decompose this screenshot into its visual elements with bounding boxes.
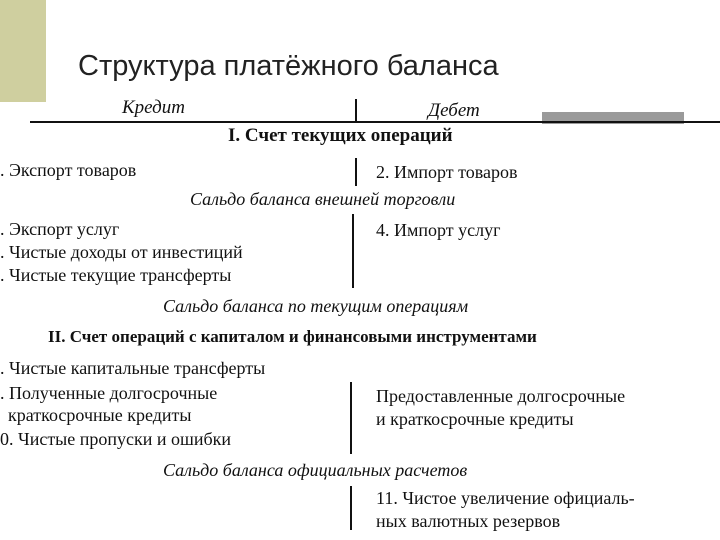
current-transfers: . Чистые текущие трансферты <box>0 265 232 285</box>
section2-heading: II. Счет операций с капиталом и финансовыми инструментами <box>48 327 537 346</box>
long-term-provided: Предоставленные долгосрочные <box>376 386 626 406</box>
sidebar-accent-bar <box>0 0 46 102</box>
column-divider-4 <box>350 486 352 530</box>
reserves-increase-line1: 11. Чистое увеличение официаль- <box>376 488 635 508</box>
reserves-increase-line2: ных валютных резервов <box>376 511 561 531</box>
current-account-balance: Сальдо баланса по текущим операциям <box>163 296 469 316</box>
export-goods: . Экспорт товаров <box>0 160 137 180</box>
import-goods: 2. Импорт товаров <box>376 162 518 182</box>
import-services: 4. Импорт услуг <box>376 220 501 240</box>
export-services: . Экспорт услуг <box>0 219 120 239</box>
capital-transfers: . Чистые капитальные трансферты <box>0 358 266 378</box>
errors-omissions: 0. Чистые пропуски и ошибки <box>0 429 232 449</box>
slide-title: Структура платёжного баланса <box>78 50 499 82</box>
column-divider-header <box>355 99 357 121</box>
investment-income: . Чистые доходы от инвестиций <box>0 242 243 262</box>
short-term-provided: и краткосрочные кредиты <box>376 409 574 429</box>
credit-label: Кредит <box>122 97 185 118</box>
header-rule <box>30 121 720 123</box>
trade-balance: Сальдо баланса внешней торговли <box>190 189 456 209</box>
short-term-received: краткосрочные кредиты <box>8 405 192 425</box>
long-term-received: . Полученные долгосрочные <box>0 383 218 403</box>
column-divider-2 <box>352 214 354 288</box>
debit-label: Дебет <box>428 100 480 121</box>
column-divider-3 <box>350 382 352 454</box>
official-settlements-balance: Сальдо баланса официальных расчетов <box>163 460 468 480</box>
column-divider-1 <box>355 158 357 186</box>
section1-heading: I. Счет текущих операций <box>228 125 453 146</box>
